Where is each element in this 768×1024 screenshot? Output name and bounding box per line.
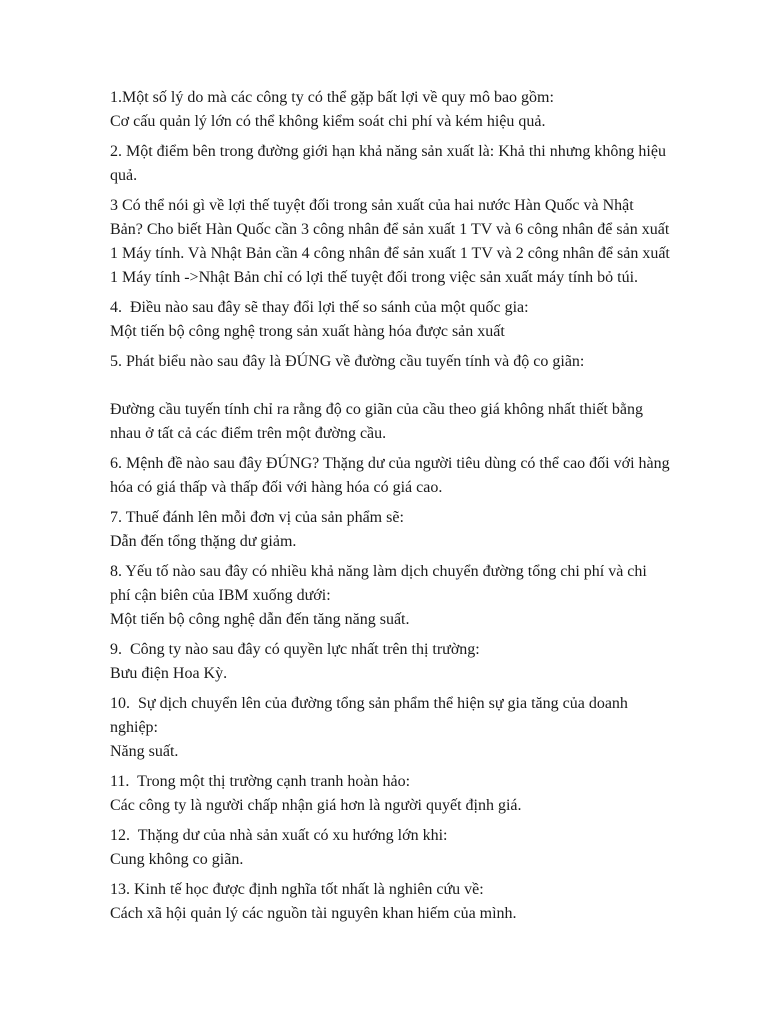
qa-item-2 (110, 140, 670, 188)
question-text: 10. Sự dịch chuyển lên của đường tổng sản phẩm thể hiện sự gia tăng của doanh nghiệp: (110, 695, 632, 736)
answer-text: Các công ty là người chấp nhận giá hơn là người quyết định giá. (110, 797, 522, 814)
qa-item-5 (110, 350, 670, 446)
question-text: 7. Thuế đánh lên mỗi đơn vị của sản phẩm sẽ: (110, 509, 404, 526)
answer-text: Cơ cấu quản lý lớn có thể không kiểm soát chi phí và kém hiệu quả. (110, 113, 546, 130)
question-text: 6. Mệnh đề nào sau đây ĐÚNG? Thặng dư của người tiêu dùng có thể cao đối với hàng hóa có giá thấp và thấp đối với hàng hóa có giá cao. (110, 455, 674, 496)
answer-text: Bưu điện Hoa Kỳ. (110, 665, 228, 682)
qa-item-12 (110, 824, 670, 872)
document-body (110, 86, 674, 932)
qa-item-1 (110, 86, 670, 134)
qa-item-8 (110, 560, 670, 632)
answer-text: Cách xã hội quản lý các nguồn tài nguyên khan hiếm của mình. (110, 905, 517, 922)
answer-text: Năng suất. (110, 743, 179, 760)
qa-item-10 (110, 692, 670, 764)
question-text: 5. Phát biểu nào sau đây là ĐÚNG về đường cầu tuyến tính và độ co giãn: (110, 353, 585, 370)
question-text: 3 Có thể nói gì về lợi thế tuyệt đối trong sản xuất của hai nước Hàn Quốc và Nhật Bản? Cho biết Hàn Quốc cần 3 công nhân để sản xuất 1 TV và 6 công nhân để sản xuất 1 Máy tính. Và Nhật Bản cần 4 công nhân để sản xuất 1 TV và 2 công nhân để sản xuất 1 Máy tính ->Nhật Bản chỉ có lợi thế tuyệt đối trong việc sản xuất máy tính bỏ túi. (110, 197, 674, 286)
question-text: 13. Kinh tế học được định nghĩa tốt nhất là nghiên cứu về: (110, 881, 484, 898)
answer-text: Cung không co giãn. (110, 851, 244, 868)
question-text: 8. Yếu tố nào sau đây có nhiều khả năng làm dịch chuyển đường tổng chi phí và chi phí cận biên của IBM xuống dưới: (110, 563, 651, 604)
question-text: 11. Trong một thị trường cạnh tranh hoàn hảo: (110, 773, 411, 790)
question-text: 9. Công ty nào sau đây có quyền lực nhất trên thị trường: (110, 641, 480, 658)
question-text: 1.Một số lý do mà các công ty có thể gặp bất lợi về quy mô bao gồm: (110, 89, 554, 106)
question-text: 12. Thặng dư của nhà sản xuất có xu hướng lớn khi: (110, 827, 448, 844)
qa-item-11 (110, 770, 670, 818)
question-text: 2. Một điểm bên trong đường giới hạn khả năng sản xuất là: Khả thi nhưng không hiệu quả. (110, 143, 670, 184)
answer-text: Một tiến bộ công nghệ dẫn đến tăng năng suất. (110, 611, 410, 628)
qa-item-7 (110, 506, 670, 554)
qa-item-4 (110, 296, 670, 344)
qa-item-6 (110, 452, 674, 500)
question-text: 4. Điều nào sau đây sẽ thay đổi lợi thế so sánh của một quốc gia: (110, 299, 529, 316)
qa-item-9 (110, 638, 670, 686)
blank-line (110, 374, 670, 398)
answer-text: Dẫn đến tổng thặng dư giảm. (110, 533, 297, 550)
qa-item-13 (110, 878, 670, 926)
answer-text: Một tiến bộ công nghệ trong sản xuất hàng hóa được sản xuất (110, 323, 505, 340)
qa-item-3 (110, 194, 674, 290)
answer-text: Đường cầu tuyến tính chỉ ra rằng độ co giãn của cầu theo giá không nhất thiết bằng nhau ở tất cả các điểm trên một đường cầu. (110, 401, 647, 442)
